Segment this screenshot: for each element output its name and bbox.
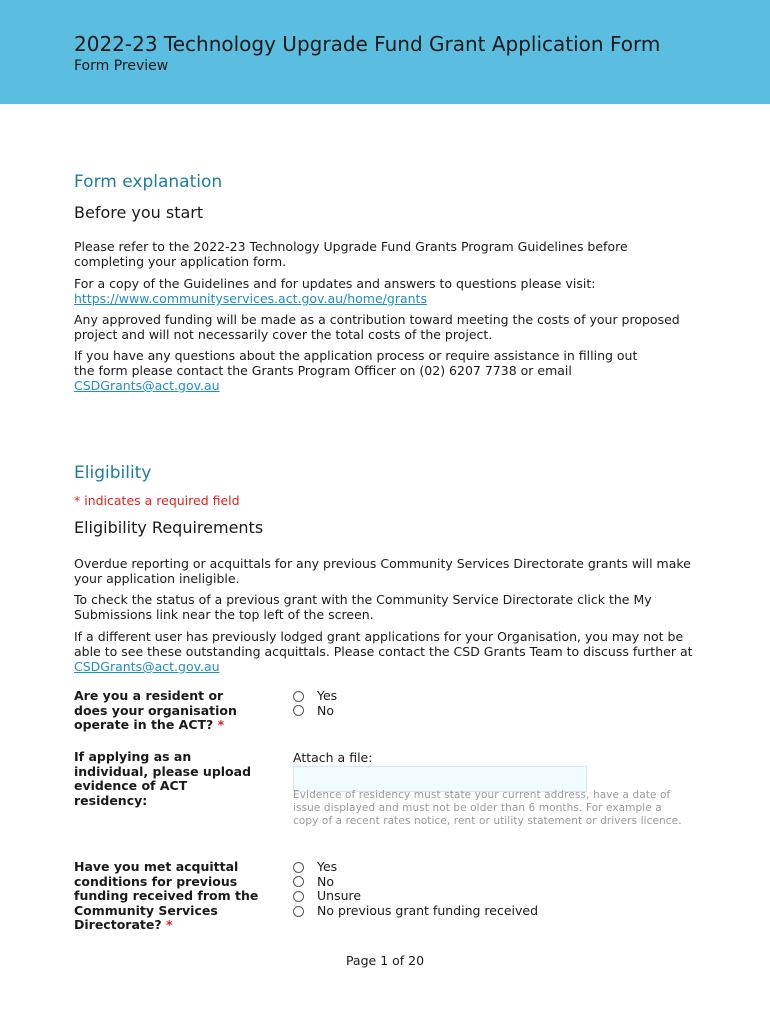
radio-option-yes[interactable] bbox=[293, 860, 538, 875]
form-subtitle: Form Preview bbox=[74, 58, 169, 74]
radio-option-no-previous-funding[interactable] bbox=[293, 904, 538, 919]
explanation-paragraph-1: Please refer to the 2022-23 Technology Upgrade Fund Grants Program Guidelines before completing your application form. bbox=[74, 239, 628, 269]
question-acquittal-conditions-text: Have you met acquittal conditions for previous funding received from the Community Services Directorate? bbox=[74, 859, 259, 933]
page-number: Page 1 of 20 bbox=[345, 953, 425, 968]
page-header bbox=[0, 0, 770, 104]
radio-option-label: No bbox=[317, 702, 334, 718]
radio-option-no[interactable] bbox=[293, 704, 337, 719]
grants-team-email-link[interactable]: CSDGrants@act.gov.au bbox=[74, 659, 220, 674]
radio-option-unsure[interactable] bbox=[293, 889, 538, 904]
question-acquittal-conditions-options bbox=[293, 860, 538, 918]
radio-option-label: Yes bbox=[317, 859, 338, 874]
explanation-paragraph-2 bbox=[74, 276, 694, 306]
form-title: 2022-23 Technology Upgrade Fund Grant Application Form bbox=[74, 32, 661, 56]
required-star: * bbox=[217, 717, 225, 733]
question-residency-evidence-label: If applying as an individual, please upload evidence of ACT residency: bbox=[74, 749, 252, 808]
radio-option-yes[interactable] bbox=[293, 689, 337, 704]
section-title-form-explanation: Form explanation bbox=[74, 172, 223, 192]
question-act-resident-text: Are you a resident or does your organisation operate in the ACT? bbox=[74, 688, 237, 733]
explanation-paragraph-4 bbox=[74, 348, 644, 393]
radio-button[interactable] bbox=[293, 876, 304, 887]
radio-button[interactable] bbox=[293, 705, 304, 716]
eligibility-paragraph-3 bbox=[74, 629, 694, 674]
radio-option-label: Unsure bbox=[317, 888, 362, 904]
eligibility-paragraph-1: Overdue reporting or acquittals for any previous Community Services Directorate grants will make your application ineligible. bbox=[74, 556, 691, 586]
guidelines-link[interactable]: https://www.communityservices.act.gov.au/home/grants bbox=[74, 291, 427, 306]
radio-button[interactable] bbox=[293, 906, 304, 917]
subheading-eligibility-requirements: Eligibility Requirements bbox=[74, 518, 264, 537]
explanation-paragraph-3: Any approved funding will be made as a contribution toward meeting the costs of your proposed project and will not necessarily cover the total costs of the project. bbox=[74, 312, 680, 342]
eligibility-paragraph-3-text: If a different user has previously lodged grant applications for your Organisation, you may not be able to see these outstanding acquittals. Please contact the CSD Grants Team to discuss further at bbox=[74, 629, 693, 659]
residency-evidence-help-text: Evidence of residency must state your current address, have a date of issue displayed and must not be older than 6 months. For example a copy of a recent rates notice, rent or utility statement or drivers licence. bbox=[293, 789, 682, 827]
required-field-note: * indicates a required field bbox=[74, 493, 240, 508]
explanation-paragraph-4-text: If you have any questions about the application process or require assistance in filling out the form please contact the Grants Program Officer on (02) 6207 7738 or email bbox=[74, 348, 638, 378]
radio-button[interactable] bbox=[293, 862, 304, 873]
radio-option-label: Yes bbox=[317, 688, 338, 703]
question-acquittal-conditions-label bbox=[74, 860, 259, 933]
radio-option-no[interactable] bbox=[293, 875, 538, 890]
explanation-paragraph-2-text: For a copy of the Guidelines and for updates and answers to questions please visit: bbox=[74, 276, 596, 291]
eligibility-paragraph-2: To check the status of a previous grant with the Community Service Directorate click the My Submissions link near the top left of the screen. bbox=[74, 592, 652, 622]
email-link[interactable]: CSDGrants@act.gov.au bbox=[74, 378, 220, 393]
radio-option-label: No previous grant funding received bbox=[317, 902, 539, 918]
required-star: * bbox=[165, 917, 173, 933]
section-title-eligibility: Eligibility bbox=[74, 463, 152, 483]
radio-option-label: No bbox=[317, 873, 334, 889]
radio-button[interactable] bbox=[293, 891, 304, 902]
subheading-before-you-start: Before you start bbox=[74, 203, 204, 222]
question-act-resident-label bbox=[74, 689, 254, 733]
attach-file-label: Attach a file: bbox=[293, 750, 373, 765]
radio-button[interactable] bbox=[293, 691, 304, 702]
question-act-resident-options bbox=[293, 689, 337, 718]
